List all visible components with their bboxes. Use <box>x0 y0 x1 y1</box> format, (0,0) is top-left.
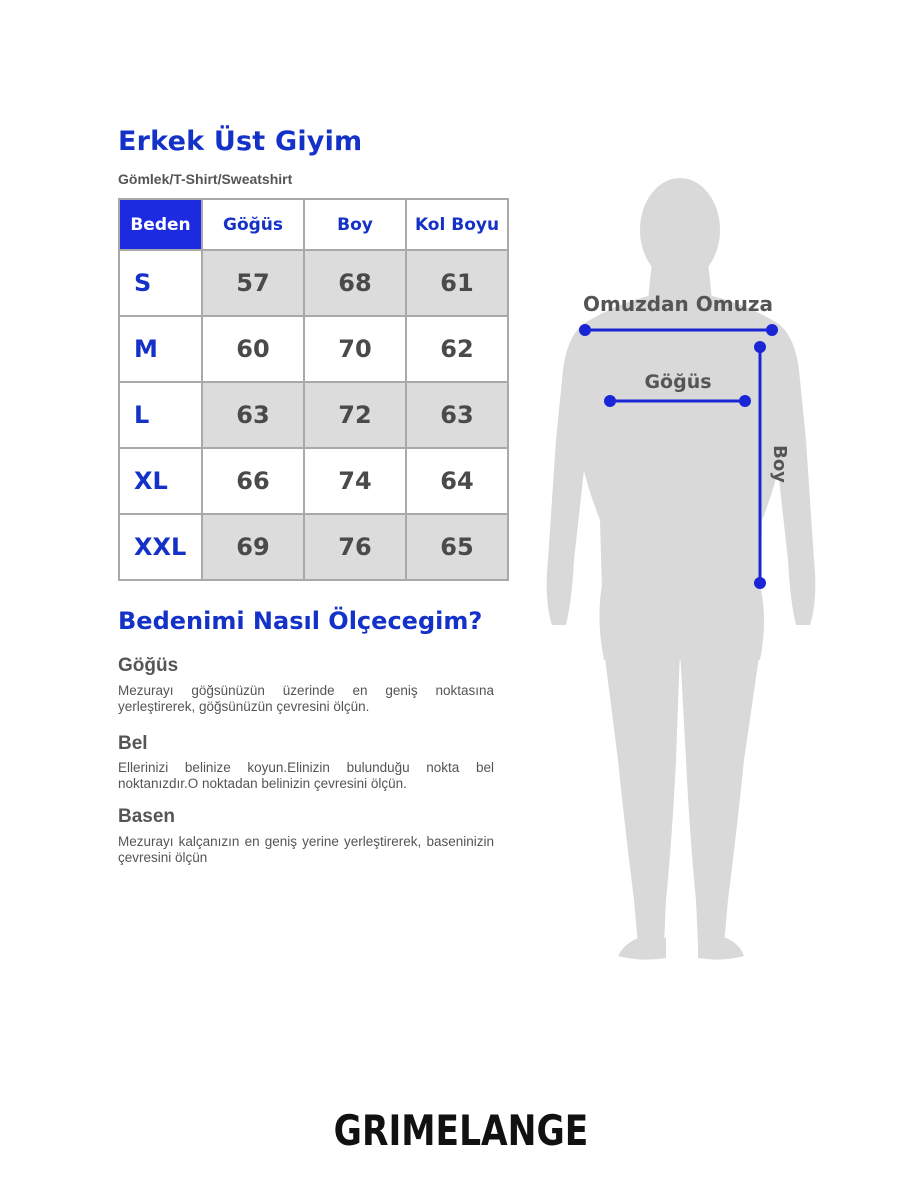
size-label: S <box>119 250 202 316</box>
section-text-basen: Mezurayı kalçanızın en geniş yerine yerleştirerek, baseninizin çevresini ölçün <box>118 834 494 865</box>
gogus-value: 66 <box>202 448 304 514</box>
howto-title: Bedenimi Nasıl Ölçecegim? <box>118 607 483 635</box>
gogus-value: 57 <box>202 250 304 316</box>
shoulder-label: Omuzdan Omuza <box>583 292 773 316</box>
section-heading-gogus: Göğüs <box>118 655 179 676</box>
column-header-boy: Boy <box>304 199 406 250</box>
gogus-value: 69 <box>202 514 304 580</box>
kol-boyu-value: 62 <box>406 316 508 382</box>
size-label: M <box>119 316 202 382</box>
kol-boyu-value: 61 <box>406 250 508 316</box>
section-heading-basen: Basen <box>118 806 176 827</box>
chest-measure-end-dot <box>739 395 751 407</box>
boy-value: 70 <box>304 316 406 382</box>
column-header-kol-boyu: Kol Boyu <box>406 199 508 250</box>
boy-value: 72 <box>304 382 406 448</box>
page-title: Erkek Üst Giyim <box>118 126 363 157</box>
chest-measure-start-dot <box>604 395 616 407</box>
length-measure-end-dot <box>754 577 766 589</box>
kol-boyu-value: 64 <box>406 448 508 514</box>
size-label: XXL <box>119 514 202 580</box>
brand-logo: GRIMELANGE <box>333 1106 589 1155</box>
section-text-gogus: Mezurayı göğsünüzün üzerinde en geniş noktasına yerleştirerek, göğsünüzün çevresini ölçün. <box>118 683 494 714</box>
length-measure-start-dot <box>754 341 766 353</box>
kol-boyu-value: 63 <box>406 382 508 448</box>
shoulder-measure-start-dot <box>579 324 591 336</box>
section-text-bel: Ellerinizi belinize koyun.Elinizin bulunduğu nokta bel noktanızdır.O noktadan belinizin çevresini ölçün. <box>118 760 494 791</box>
kol-boyu-value: 65 <box>406 514 508 580</box>
boy-value: 76 <box>304 514 406 580</box>
page-subtitle: Gömlek/T-Shirt/Sweatshirt <box>118 171 293 187</box>
chest-label: Göğüs <box>644 371 712 393</box>
size-label: XL <box>119 448 202 514</box>
column-header-beden: Beden <box>119 199 202 250</box>
size-label: L <box>119 382 202 448</box>
shoulder-measure-end-dot <box>766 324 778 336</box>
gogus-value: 60 <box>202 316 304 382</box>
length-label: Boy <box>769 445 790 483</box>
gogus-value: 63 <box>202 382 304 448</box>
section-heading-bel: Bel <box>118 733 148 754</box>
boy-value: 74 <box>304 448 406 514</box>
boy-value: 68 <box>304 250 406 316</box>
column-header-gogus: Göğüs <box>202 199 304 250</box>
